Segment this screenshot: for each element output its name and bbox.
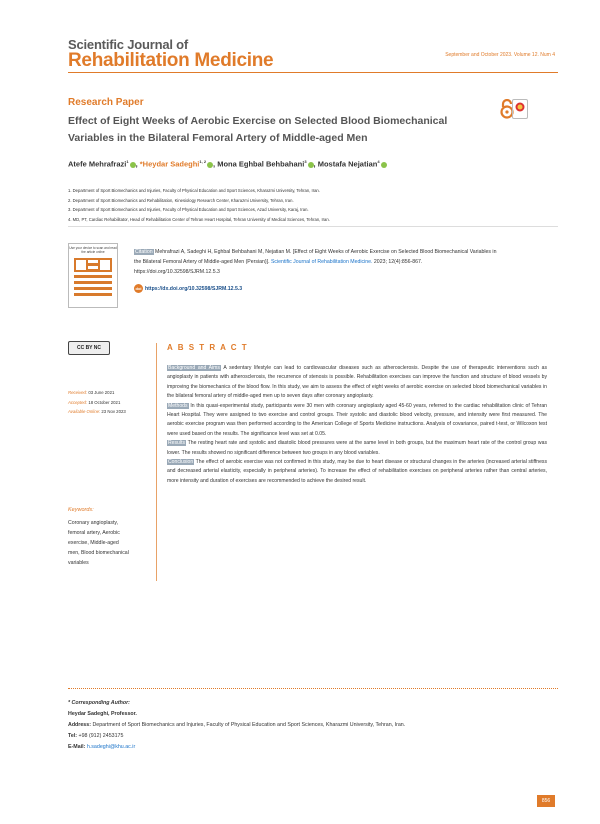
doi-icon: doi [135,286,142,291]
section-text: The effect of aerobic exercise was not confirmed in this study, may be due to heart disease or structural changes in the arteries (increased arterial stiffness and decreased arterial elasticity, especially in peripheral arteries). To increase the effect of rehabilitation exercises on peripheral arteries rather than central arteries, more intensity and duration of exercises are recommended to achieve the desired result. [167,459,547,484]
affiliation-item: 2. Department of Sport Biomechanics and Rehabilitation, Kinesiology Research Center, Kharazmi University, Tehran, Iran. [68,197,294,203]
section-text: In this quasi-experimental study, participants were 30 men with coronary angioplasty aged 45-60 years, referred to the cardiac rehabilitation clinic of Tehran Heart Hospital. They were assigned to two exercise and control groups. Their systolic and diastolic blood velocity, pressure, and intensity were first measured. The aerobic exercise program was then performed according to the American College of Sports Medicine instructions. Analysis of covariance, paired t-test, or Wilcoxon test were used based on the results. The significance level was set at 0.05. [167,402,547,437]
column-divider [156,343,157,581]
citation-block [134,247,500,277]
abstract-section [167,439,547,458]
affiliation-item: 1. Department of Sport Biomechanics and Injuries, Faculty of Physical Education and Sport Sciences, Kharazmi University, Tehran, Iran. [68,188,320,193]
doi-link[interactable]: https://dx.doi.org/10.32598/SJRM.12.5.3 [145,285,243,292]
keywords-list: Coronary angioplasty, femoral artery, Aerobic exercise, Middle-aged men, Blood biomechanical variables [68,520,129,566]
page-number: 856 [537,795,555,807]
tel-text: +98 (912) 2453175 [78,733,124,739]
received-date: 03 June 2021 [88,390,115,395]
abstract-section [167,458,547,486]
paper-type: Research Paper [68,97,144,108]
online-date: 23 Nov 2023 [101,409,126,414]
orcid-icon[interactable] [381,162,387,168]
corresponding-author [68,698,405,753]
corresponding-name: Heydar Sadeghi, Professor. [68,711,137,717]
email-link[interactable]: h.sadeghi@khu.ac.ir [86,744,136,750]
orcid-icon[interactable] [130,162,136,168]
license-badge[interactable]: CC BY NC [68,341,110,355]
section-text: The resting heart rate and systolic and diastolic blood pressures were at the same level in both groups, but the maximum heart rate of the control group was lower. The results showed no significant difference between two groups in any blood variables. [167,440,547,456]
orcid-icon[interactable] [308,162,314,168]
author-name: Mona Eghbal Behbahani [217,159,305,169]
header-rule [68,72,558,73]
author-name: Mostafa Nejatian [317,159,378,169]
qr-code-box[interactable] [68,243,118,308]
orcid-icon[interactable] [207,162,213,168]
received-label: Received: [68,390,88,395]
section-label: Background and Aims [168,365,220,371]
address-text: Department of Sport Biomechanics and Injuries, Faculty of Physical Education and Sport Sciences, Kharazmi University, Tehran, Iran. [92,722,406,728]
affiliation-item: 3. Department of Sport Biomechanics and Injuries, Faculty of Physical Education and Sport Sciences, Azad University, Karaj, Iran. [68,207,309,212]
author-affil: 4 [377,159,380,164]
section-label: Results [168,440,185,447]
paper-title: Effect of Eight Weeks of Aerobic Exercise on Selected Blood Biomechanical Variables in the Bilateral Femoral Artery of Middle-aged Men [68,115,448,144]
email-label: E-Mail: [68,744,86,750]
journal-name-top: Scientific Journal of [68,37,189,52]
author-list: Atefe Mehrafrazi$^1$ , *Heydar Sadeghi$^{1, 2}$ , Mona Eghbal Behbahani$^3$ , Mostafa Nejatian$^4$ [68,159,387,169]
author-affil: 1, 2 [199,159,207,164]
accepted-date: 18 October 2021 [88,399,121,405]
keywords-heading: Keywords: [68,507,94,513]
journal-link[interactable]: Scientific Journal of Rehabilitation Medicine. [270,259,373,265]
author-name: *Heydar Sadeghi [139,159,200,169]
citation-tail: 2023; 12(4):856-867. https://doi.org/10.32598/SJRM.12.5.3 [134,259,423,275]
abstract-body [167,364,547,486]
author-name: Atefe Mehrafrazi [68,159,127,169]
article-dates [68,388,126,417]
author-affil: 3 [304,159,307,164]
section-divider [68,226,558,227]
affiliation-item: 4. MD, PT, Cardiac Rehabilitator, Head of Rehabilitation Center of Tehran Heart Hospital, Tehran University of Medical Sciences, Tehran, Iran. [68,216,330,222]
author-affil: 1 [126,159,129,164]
doi-line [134,284,242,293]
address-label: Address: [68,722,91,728]
corresponding-heading: * Corresponding Author: [68,700,130,706]
section-label: Conclusion [168,459,194,466]
affiliations [68,186,330,224]
abstract-section [167,364,547,402]
accepted-label: Accepted: [68,399,88,405]
tel-label: Tel: [68,733,78,739]
journal-name-main: Rehabilitation Medicine [68,50,274,71]
citation-label: Citation [135,249,153,255]
crossmark-icon[interactable] [512,99,528,119]
qr-code-icon[interactable] [74,258,112,296]
online-label: Available Online: [68,409,101,414]
qr-caption: Use your device to scan and read the article online [69,246,117,254]
abstract-heading: A B S T R A C T [167,343,249,352]
abstract-section [167,402,547,440]
issue-info: September and October 2023. Volume 12. Num 4 [445,52,555,58]
section-label: Methods [168,402,188,409]
footer-divider [68,688,558,689]
section-text: A sedentary lifestyle can lead to cardiovascular diseases such as atherosclerosis. Despite the use of therapeutic interventions such as angioplasty in patients with atherosclerosis, the recurrence of stenosis is possible. Rehabilitation exercises can improve the function and structure of blood vessels by improving the biomechanics of the blood flow. In this study, we aim to assess the effect of eight weeks of aerobic exercise on selected blood biomechanical variables in the bilateral femoral artery of middle-aged men up to seven days after coronary angioplasty. [167,365,547,400]
citation-text: Mehrafrazi A, Sadeghi H, Eghbal Behbahani M, Nejatian M. [Effect of Eight Weeks of Aerobic Exercise on Selected Blood Biomechanical Variables in the Bilateral Femoral Artery of Middle-aged Men (Persian)]. [134,249,497,265]
